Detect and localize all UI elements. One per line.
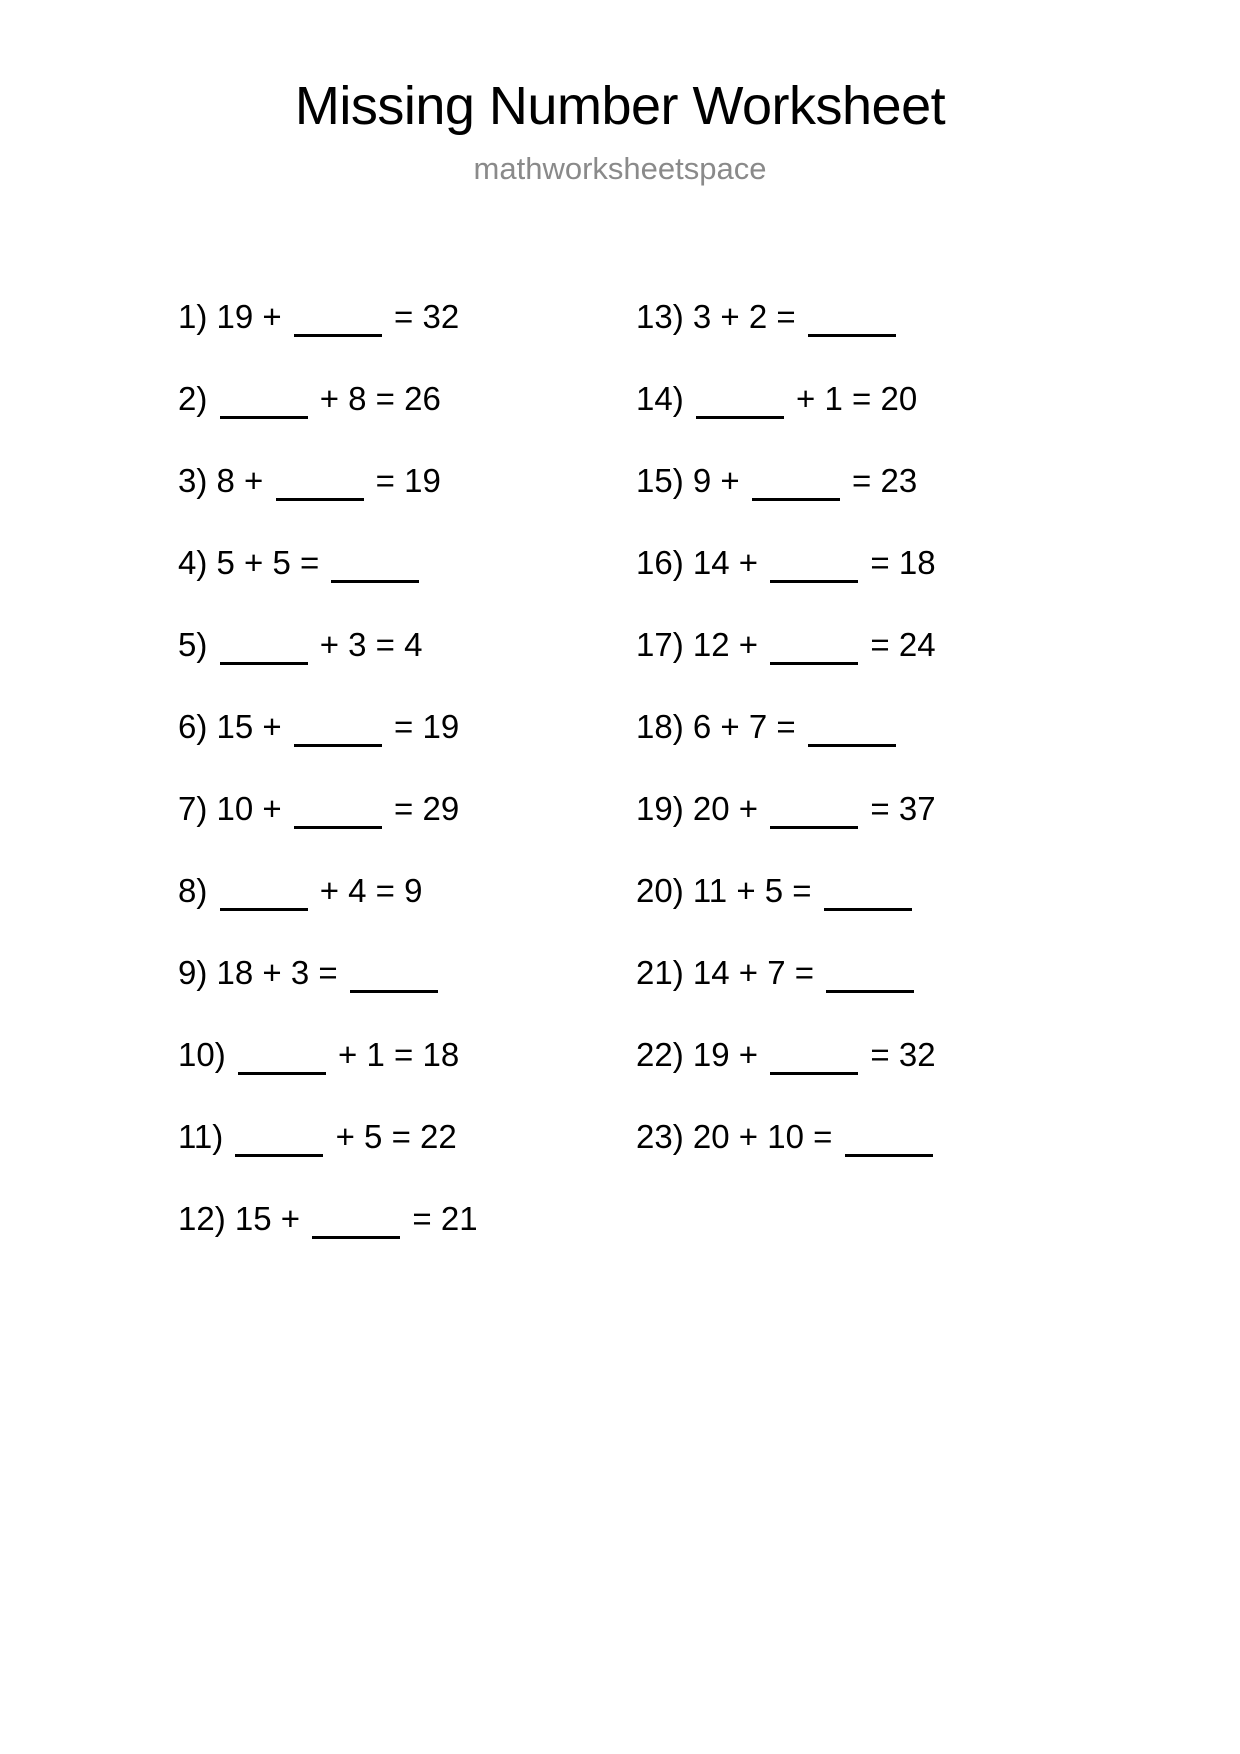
result: 9 [404, 872, 423, 909]
plus-operator: + [262, 298, 282, 335]
operand-a: 20 [692, 790, 730, 827]
problem-row [636, 546, 1086, 628]
problem-row [636, 382, 1086, 464]
operand-b-blank[interactable] [294, 826, 382, 829]
operand-b: 7 [748, 708, 768, 745]
plus-operator: + [244, 544, 264, 581]
problem-number: 23) [636, 1118, 684, 1155]
result: 26 [404, 380, 441, 417]
operand-b-blank[interactable] [312, 1236, 400, 1239]
problem-row [178, 1120, 628, 1202]
problem-number: 14) [636, 380, 684, 417]
operand-b-blank[interactable] [752, 498, 840, 501]
plus-operator: + [244, 462, 264, 499]
problem-number: 13) [636, 298, 684, 335]
operand-b-blank[interactable] [276, 498, 364, 501]
operand-b: 5 [764, 872, 784, 909]
result-blank[interactable] [808, 744, 896, 747]
problem-number: 7) [178, 790, 208, 827]
operand-a-blank[interactable] [220, 662, 308, 665]
operand-b-blank[interactable] [770, 662, 858, 665]
problem-row [636, 300, 1086, 382]
problem-number: 20) [636, 872, 684, 909]
operand-a: 19 [216, 298, 254, 335]
equals-operator: = [776, 298, 796, 335]
equals-operator: = [776, 708, 796, 745]
operand-b: 3 [290, 954, 310, 991]
equals-operator: = [375, 626, 395, 663]
problem-row [178, 300, 628, 382]
problem-number: 21) [636, 954, 684, 991]
left-column [178, 300, 628, 1284]
operand-a: 9 [692, 462, 712, 499]
operand-b: 1 [824, 380, 843, 417]
equals-operator: = [813, 1118, 833, 1155]
problem-number: 11) [178, 1118, 224, 1155]
operand-a: 15 [216, 708, 254, 745]
plus-operator: + [319, 626, 339, 663]
result: 21 [440, 1200, 478, 1237]
equals-operator: = [375, 380, 395, 417]
equals-operator: = [318, 954, 338, 991]
problem-number: 1) [178, 298, 208, 335]
problem-number: 12) [178, 1200, 226, 1237]
problem-number: 19) [636, 790, 684, 827]
equals-operator: = [375, 462, 395, 499]
problem-row [636, 710, 1086, 792]
result: 19 [404, 462, 441, 499]
plus-operator: + [720, 462, 740, 499]
operand-a: 19 [692, 1036, 730, 1073]
problem-row [178, 546, 628, 628]
problem-number: 18) [636, 708, 684, 745]
problem-row [636, 464, 1086, 546]
plus-operator: + [262, 954, 282, 991]
result-blank[interactable] [331, 580, 419, 583]
result: 18 [422, 1036, 460, 1073]
operand-b: 8 [348, 380, 367, 417]
right-column [636, 300, 1086, 1284]
equals-operator: = [300, 544, 320, 581]
operand-b: 10 [767, 1118, 804, 1155]
plus-operator: + [738, 626, 759, 663]
plus-operator: + [796, 380, 816, 417]
worksheet-header [0, 0, 1240, 185]
problem-number: 16) [636, 544, 684, 581]
operand-a: 8 [216, 462, 235, 499]
problem-number: 10) [178, 1036, 226, 1073]
problem-number: 6) [178, 708, 208, 745]
plus-operator: + [262, 708, 282, 745]
operand-a: 18 [216, 954, 254, 991]
equals-operator: = [394, 790, 414, 827]
operand-a: 14 [692, 544, 730, 581]
result: 23 [880, 462, 918, 499]
page-title: Missing Number Worksheet [294, 76, 946, 136]
operand-a: 14 [692, 954, 730, 991]
operand-b-blank[interactable] [770, 580, 858, 583]
problem-row [178, 710, 628, 792]
operand-b-blank[interactable] [770, 1072, 858, 1075]
problem-number: 8) [178, 872, 208, 909]
equals-operator: = [412, 1200, 432, 1237]
operand-b-blank[interactable] [770, 826, 858, 829]
plus-operator: + [262, 790, 282, 827]
problem-row [178, 956, 628, 1038]
operand-a-blank[interactable] [238, 1072, 326, 1075]
plus-operator: + [335, 1118, 355, 1155]
operand-b: 2 [748, 298, 768, 335]
result-blank[interactable] [350, 990, 438, 993]
operand-a: 10 [216, 790, 254, 827]
result: 18 [898, 544, 936, 581]
plus-operator: + [338, 1036, 358, 1073]
operand-a: 11 [692, 872, 728, 909]
operand-b: 5 [272, 544, 291, 581]
plus-operator: + [738, 1118, 759, 1155]
operand-a-blank[interactable] [220, 908, 308, 911]
plus-operator: + [736, 872, 756, 909]
plus-operator: + [738, 544, 759, 581]
operand-a: 6 [692, 708, 712, 745]
plus-operator: + [738, 954, 759, 991]
result: 37 [898, 790, 936, 827]
problem-row [636, 792, 1086, 874]
equals-operator: = [394, 708, 414, 745]
problem-row [636, 874, 1086, 956]
result: 22 [420, 1118, 457, 1155]
problem-row [636, 628, 1086, 710]
plus-operator: + [319, 872, 339, 909]
problem-number: 9) [178, 954, 208, 991]
problem-row [178, 1202, 628, 1284]
result: 29 [422, 790, 460, 827]
equals-operator: = [870, 1036, 890, 1073]
operand-b: 5 [364, 1118, 383, 1155]
result-blank[interactable] [808, 334, 896, 337]
result-blank[interactable] [845, 1154, 933, 1157]
equals-operator: = [794, 954, 815, 991]
plus-operator: + [720, 298, 740, 335]
problem-row [636, 1120, 1086, 1202]
operand-a-blank[interactable] [220, 416, 308, 419]
plus-operator: + [738, 1036, 759, 1073]
result: 19 [422, 708, 460, 745]
problem-number: 15) [636, 462, 684, 499]
problem-number: 5) [178, 626, 208, 663]
problem-row [178, 792, 628, 874]
equals-operator: = [870, 544, 890, 581]
problem-row [178, 874, 628, 956]
operand-b: 7 [767, 954, 786, 991]
problem-row [178, 464, 628, 546]
equals-operator: = [394, 1036, 414, 1073]
operand-a-blank[interactable] [235, 1154, 323, 1157]
result-blank[interactable] [826, 990, 914, 993]
problem-row [178, 1038, 628, 1120]
result: 32 [422, 298, 460, 335]
operand-a: 15 [234, 1200, 272, 1237]
problem-row [178, 382, 628, 464]
operand-a: 12 [692, 626, 730, 663]
problem-number: 22) [636, 1036, 684, 1073]
equals-operator: = [391, 1118, 411, 1155]
equals-operator: = [870, 626, 890, 663]
problem-number: 2) [178, 380, 208, 417]
plus-operator: + [738, 790, 759, 827]
equals-operator: = [792, 872, 812, 909]
operand-b-blank[interactable] [294, 334, 382, 337]
problem-row [178, 628, 628, 710]
plus-operator: + [319, 380, 339, 417]
equals-operator: = [394, 298, 414, 335]
operand-b: 1 [366, 1036, 385, 1073]
result: 32 [898, 1036, 936, 1073]
result: 4 [404, 626, 423, 663]
operand-a: 5 [216, 544, 235, 581]
equals-operator: = [870, 790, 890, 827]
problem-number: 3) [178, 462, 208, 499]
problem-row [636, 956, 1086, 1038]
equals-operator: = [852, 462, 872, 499]
plus-operator: + [280, 1200, 301, 1237]
problem-row [636, 1038, 1086, 1120]
equals-operator: = [375, 872, 395, 909]
problem-columns [0, 300, 1240, 1284]
operand-a: 20 [692, 1118, 730, 1155]
problem-number: 17) [636, 626, 684, 663]
operand-b: 3 [348, 626, 367, 663]
plus-operator: + [720, 708, 740, 745]
result: 20 [880, 380, 918, 417]
equals-operator: = [852, 380, 872, 417]
operand-a-blank[interactable] [696, 416, 784, 419]
result-blank[interactable] [824, 908, 912, 911]
problem-number: 4) [178, 544, 208, 581]
worksheet-subtitle: mathworksheetspace [473, 150, 767, 186]
operand-a: 3 [692, 298, 712, 335]
result: 24 [898, 626, 936, 663]
operand-b-blank[interactable] [294, 744, 382, 747]
operand-b: 4 [348, 872, 367, 909]
